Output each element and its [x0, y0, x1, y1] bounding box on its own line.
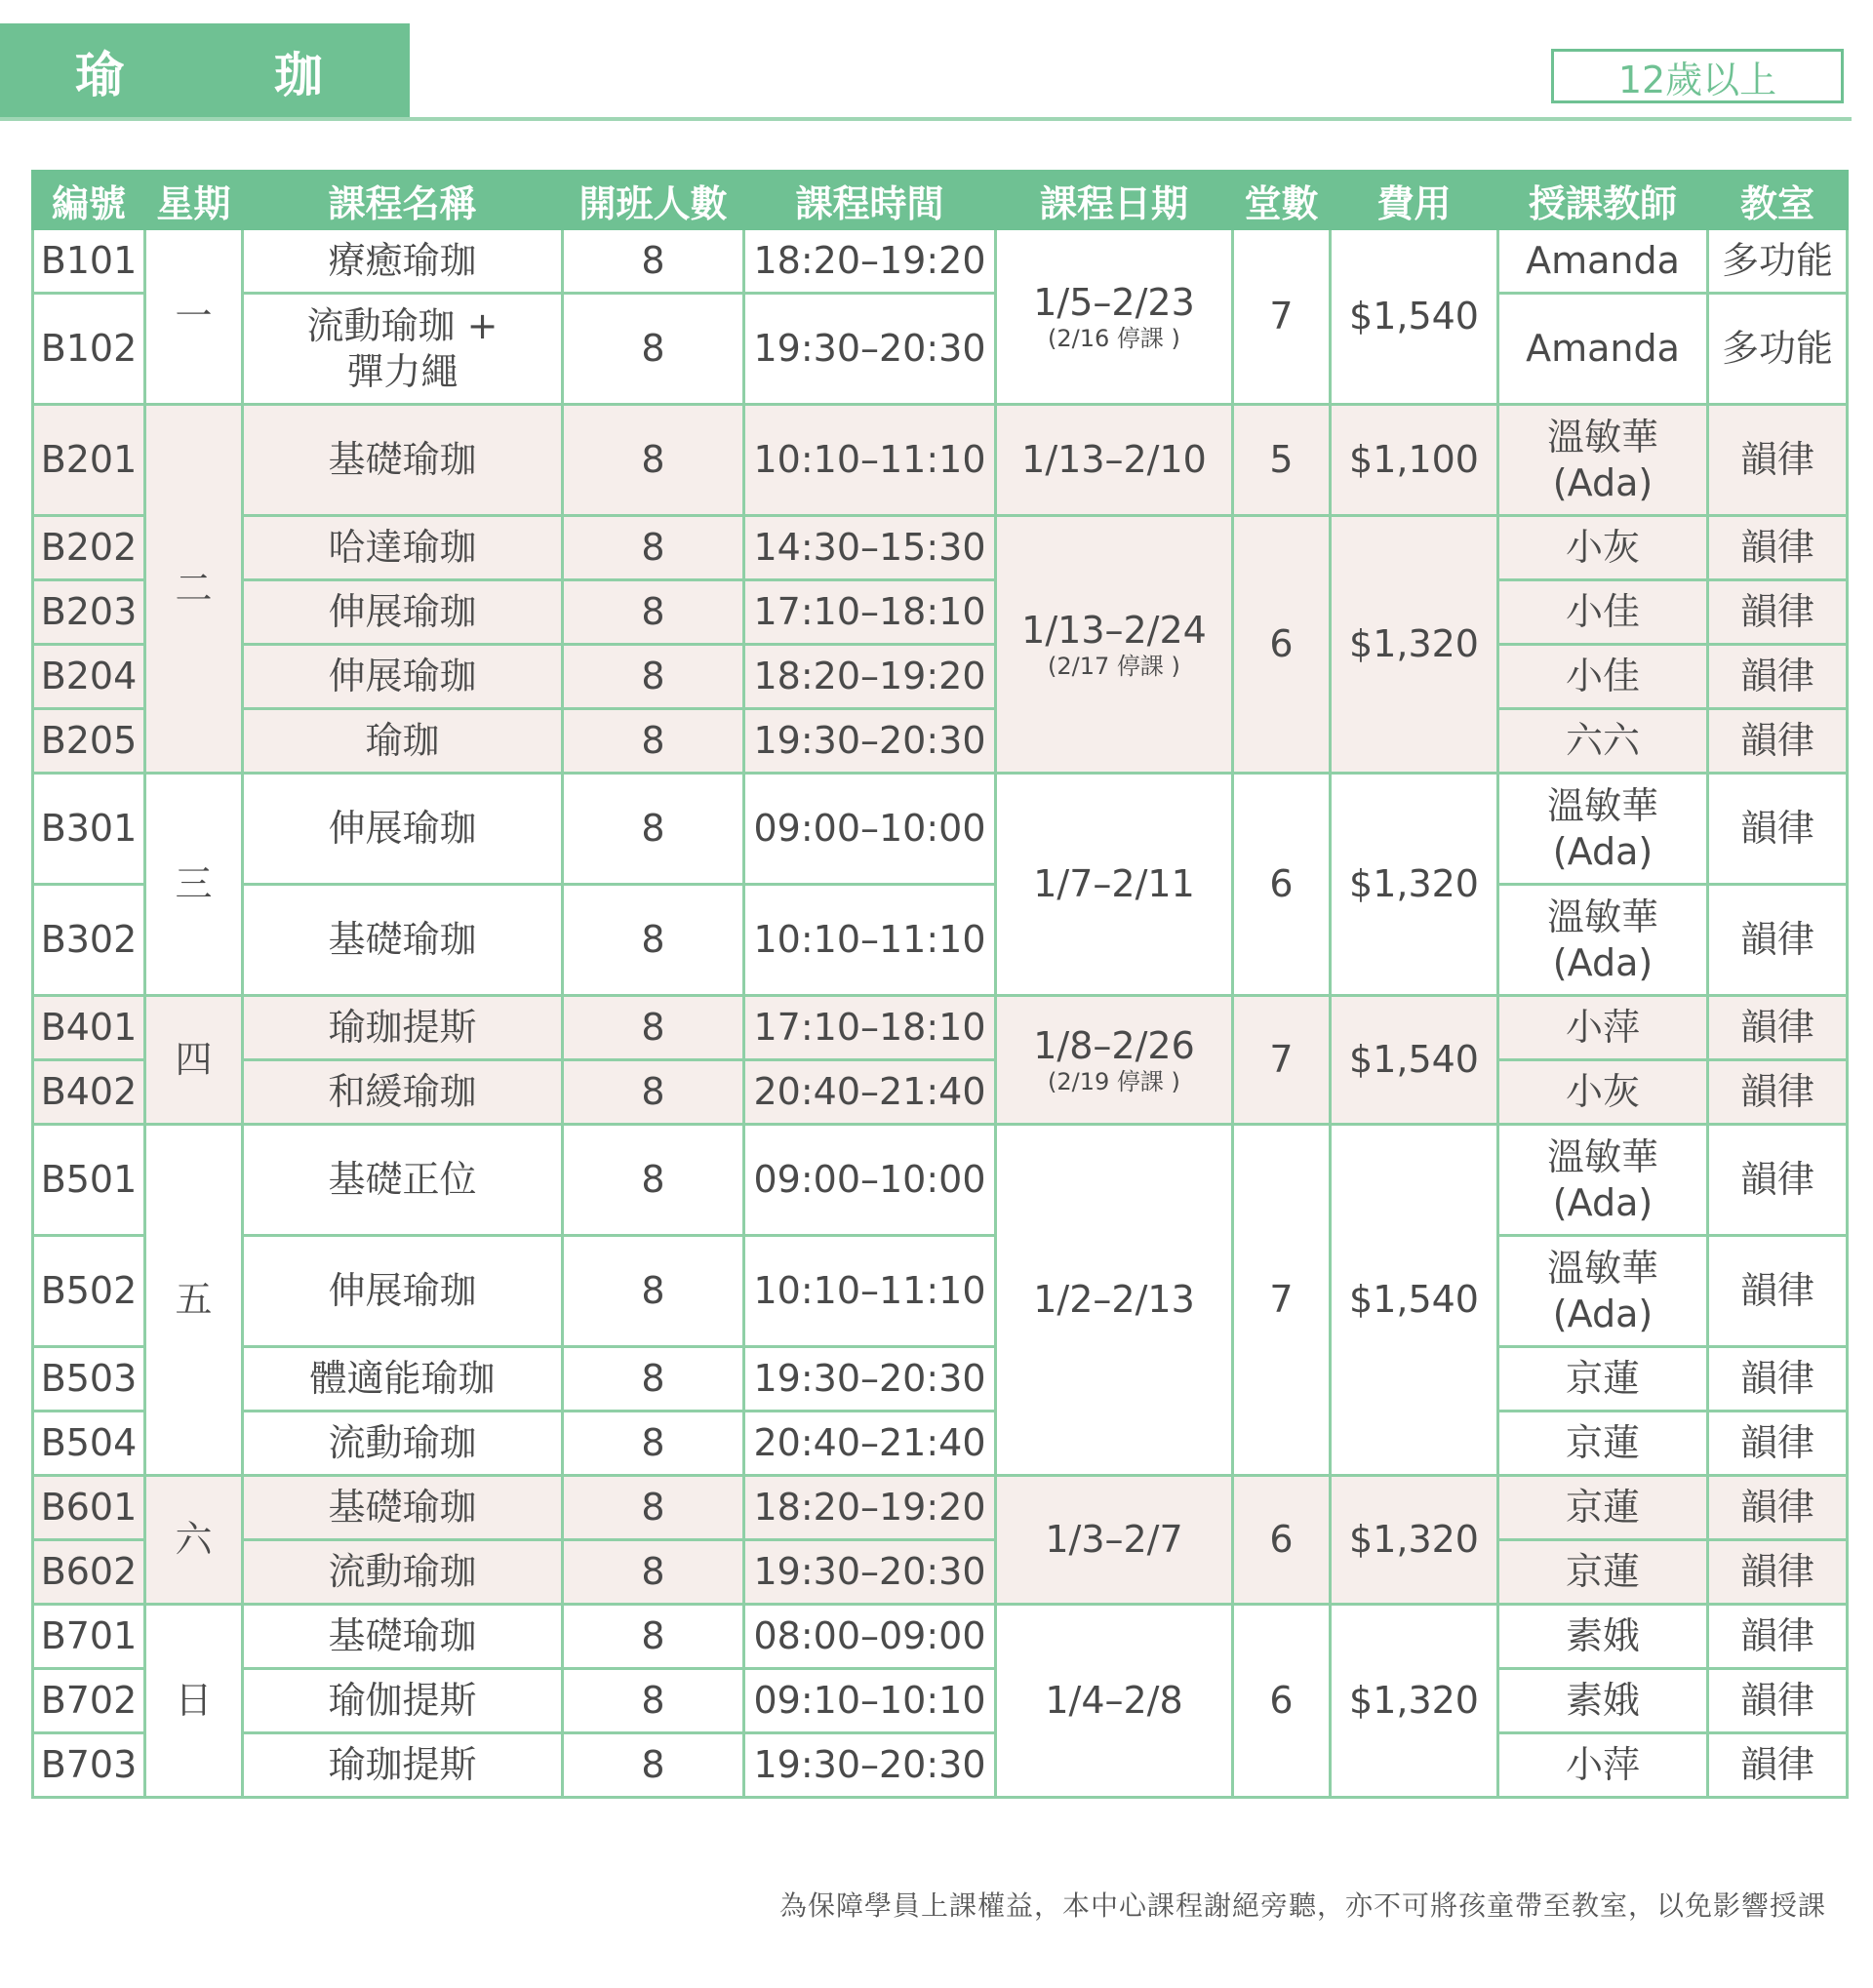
column-header-time: 課程時間	[744, 172, 996, 229]
course-dates: 1/13–2/24	[1021, 608, 1207, 652]
course-dates: 1/7–2/11	[1033, 862, 1195, 906]
table-row	[33, 709, 1848, 774]
session-count: 5	[1233, 405, 1331, 516]
course-dates-cell	[996, 1125, 1233, 1476]
teacher: Amanda	[1498, 294, 1708, 405]
course-time: 09:10–10:10	[744, 1669, 996, 1733]
course-id: B501	[33, 1125, 145, 1236]
course-dates: 1/2–2/13	[1033, 1278, 1195, 1322]
course-time: 10:10–11:10	[744, 1236, 996, 1347]
course-dates: 1/8–2/26	[1033, 1023, 1195, 1067]
course-time: 17:10–18:10	[744, 996, 996, 1060]
course-id: B701	[33, 1605, 145, 1669]
classroom: 韻律	[1708, 1540, 1848, 1605]
course-id: B201	[33, 405, 145, 516]
course-time: 19:30–20:30	[744, 294, 996, 405]
column-header-day: 星期	[145, 172, 243, 229]
course-name: 伸展瑜珈	[243, 774, 563, 885]
weekday: 日	[145, 1605, 243, 1798]
course-time: 19:30–20:30	[744, 1733, 996, 1798]
column-header-sessions: 堂數	[1233, 172, 1331, 229]
column-header-fee: 費用	[1331, 172, 1498, 229]
capacity: 8	[563, 1411, 744, 1476]
course-name: 基礎瑜珈	[243, 885, 563, 996]
capacity: 8	[563, 580, 744, 645]
course-name: 流動瑜珈	[243, 1540, 563, 1605]
classroom: 韻律	[1708, 1411, 1848, 1476]
weekday: 一	[145, 229, 243, 405]
capacity: 8	[563, 1476, 744, 1540]
course-time: 20:40–21:40	[744, 1411, 996, 1476]
table-row	[33, 1476, 1848, 1540]
teacher: 素娥	[1498, 1605, 1708, 1669]
course-name: 瑜伽提斯	[243, 1669, 563, 1733]
teacher: 溫敏華 (Ada)	[1498, 405, 1708, 516]
capacity: 8	[563, 1347, 744, 1411]
session-count: 7	[1233, 996, 1331, 1125]
classroom: 韻律	[1708, 709, 1848, 774]
teacher: 小灰	[1498, 1060, 1708, 1125]
capacity: 8	[563, 885, 744, 996]
course-time: 18:20–19:20	[744, 1476, 996, 1540]
weekday: 二	[145, 405, 243, 774]
yoga-schedule-table	[31, 170, 1849, 1799]
classroom: 韻律	[1708, 1236, 1848, 1347]
teacher: 小佳	[1498, 580, 1708, 645]
capacity: 8	[563, 1733, 744, 1798]
column-header-capacity: 開班人數	[563, 172, 744, 229]
course-name: 伸展瑜珈	[243, 645, 563, 709]
table-row	[33, 1411, 1848, 1476]
course-time: 09:00–10:00	[744, 1125, 996, 1236]
course-name: 基礎瑜珈	[243, 405, 563, 516]
course-id: B502	[33, 1236, 145, 1347]
table-row	[33, 1605, 1848, 1669]
teacher: 京蓮	[1498, 1347, 1708, 1411]
course-name: 基礎瑜珈	[243, 1476, 563, 1540]
session-count: 6	[1233, 1476, 1331, 1605]
course-id: B301	[33, 774, 145, 885]
table-row	[33, 774, 1848, 885]
session-count: 6	[1233, 1605, 1331, 1798]
classroom: 韻律	[1708, 516, 1848, 580]
course-time: 19:30–20:30	[744, 709, 996, 774]
table-row	[33, 516, 1848, 580]
weekday: 三	[145, 774, 243, 996]
course-time: 08:00–09:00	[744, 1605, 996, 1669]
fee: $1,540	[1331, 996, 1498, 1125]
teacher: 小萍	[1498, 1733, 1708, 1798]
classroom: 韻律	[1708, 405, 1848, 516]
course-name: 伸展瑜珈	[243, 580, 563, 645]
capacity: 8	[563, 996, 744, 1060]
table-row	[33, 1669, 1848, 1733]
course-id: B504	[33, 1411, 145, 1476]
classroom: 韻律	[1708, 1669, 1848, 1733]
course-id: B503	[33, 1347, 145, 1411]
table-row	[33, 645, 1848, 709]
table-row	[33, 580, 1848, 645]
course-time: 09:00–10:00	[744, 774, 996, 885]
classroom: 韻律	[1708, 645, 1848, 709]
capacity: 8	[563, 645, 744, 709]
course-name: 體適能瑜珈	[243, 1347, 563, 1411]
course-time: 18:20–19:20	[744, 645, 996, 709]
course-id: B703	[33, 1733, 145, 1798]
weekday: 五	[145, 1125, 243, 1476]
session-count: 6	[1233, 516, 1331, 774]
table-row	[33, 1125, 1848, 1236]
table-row	[33, 294, 1848, 405]
classroom: 韻律	[1708, 1347, 1848, 1411]
capacity: 8	[563, 1236, 744, 1347]
course-name: 伸展瑜珈	[243, 1236, 563, 1347]
course-time: 10:10–11:10	[744, 405, 996, 516]
column-header-course: 課程名稱	[243, 172, 563, 229]
course-dates-cell	[996, 1476, 1233, 1605]
table-body	[33, 229, 1848, 1798]
course-id: B401	[33, 996, 145, 1060]
fee: $1,320	[1331, 1605, 1498, 1798]
course-name: 瑜珈	[243, 709, 563, 774]
weekday: 六	[145, 1476, 243, 1605]
teacher: 京蓮	[1498, 1476, 1708, 1540]
course-dates-cell	[996, 405, 1233, 516]
classroom: 韻律	[1708, 885, 1848, 996]
capacity: 8	[563, 294, 744, 405]
fee: $1,100	[1331, 405, 1498, 516]
teacher: 京蓮	[1498, 1411, 1708, 1476]
classroom: 韻律	[1708, 1733, 1848, 1798]
course-name: 哈達瑜珈	[243, 516, 563, 580]
teacher: 小灰	[1498, 516, 1708, 580]
capacity: 8	[563, 1540, 744, 1605]
capacity: 8	[563, 1669, 744, 1733]
teacher: 素娥	[1498, 1669, 1708, 1733]
column-header-dates: 課程日期	[996, 172, 1233, 229]
course-id: B202	[33, 516, 145, 580]
title-underline	[0, 117, 1852, 121]
classroom: 韻律	[1708, 1060, 1848, 1125]
column-header-room: 教室	[1708, 172, 1848, 229]
course-dates: 1/4–2/8	[1045, 1679, 1183, 1723]
course-id: B101	[33, 229, 145, 294]
fee: $1,320	[1331, 516, 1498, 774]
teacher: 小佳	[1498, 645, 1708, 709]
course-time: 19:30–20:30	[744, 1347, 996, 1411]
course-id: B102	[33, 294, 145, 405]
section-title: 瑜 珈	[0, 23, 410, 119]
teacher: 溫敏華 (Ada)	[1498, 885, 1708, 996]
course-name: 流動瑜珈	[243, 1411, 563, 1476]
course-name: 基礎瑜珈	[243, 1605, 563, 1669]
teacher: Amanda	[1498, 229, 1708, 294]
course-id: B205	[33, 709, 145, 774]
column-header-id: 編號	[33, 172, 145, 229]
course-time: 17:10–18:10	[744, 580, 996, 645]
course-name: 基礎正位	[243, 1125, 563, 1236]
capacity: 8	[563, 709, 744, 774]
capacity: 8	[563, 1605, 744, 1669]
capacity: 8	[563, 516, 744, 580]
fee: $1,540	[1331, 229, 1498, 405]
fee: $1,540	[1331, 1125, 1498, 1476]
table-header	[33, 172, 1848, 229]
table-row	[33, 885, 1848, 996]
footer-note: 為保障學員上課權益，本中心課程謝絕旁聽，亦不可將孩童帶至教室，以免影響授課	[778, 1889, 1826, 1922]
capacity: 8	[563, 1060, 744, 1125]
course-time: 18:20–19:20	[744, 229, 996, 294]
course-id: B402	[33, 1060, 145, 1125]
fee: $1,320	[1331, 774, 1498, 996]
table-row	[33, 1347, 1848, 1411]
course-time: 19:30–20:30	[744, 1540, 996, 1605]
capacity: 8	[563, 229, 744, 294]
course-name: 和緩瑜珈	[243, 1060, 563, 1125]
column-header-teacher: 授課教師	[1498, 172, 1708, 229]
table-row	[33, 1540, 1848, 1605]
classroom: 多功能	[1708, 294, 1848, 405]
table-row	[33, 229, 1848, 294]
capacity: 8	[563, 1125, 744, 1236]
course-id: B204	[33, 645, 145, 709]
suspension-note: (2/16 停課 )	[1048, 325, 1180, 353]
table-row	[33, 1236, 1848, 1347]
table-row	[33, 405, 1848, 516]
course-dates-cell	[996, 516, 1233, 774]
classroom: 韻律	[1708, 580, 1848, 645]
course-name: 瑜珈提斯	[243, 1733, 563, 1798]
suspension-note: (2/19 停課 )	[1048, 1068, 1180, 1096]
course-dates: 1/13–2/10	[1021, 438, 1207, 482]
teacher: 六六	[1498, 709, 1708, 774]
course-id: B602	[33, 1540, 145, 1605]
session-count: 7	[1233, 1125, 1331, 1476]
course-name: 瑜珈提斯	[243, 996, 563, 1060]
classroom: 韻律	[1708, 1125, 1848, 1236]
course-dates: 1/5–2/23	[1033, 280, 1195, 324]
teacher: 溫敏華 (Ada)	[1498, 774, 1708, 885]
course-id: B601	[33, 1476, 145, 1540]
teacher: 京蓮	[1498, 1540, 1708, 1605]
teacher: 小萍	[1498, 996, 1708, 1060]
teacher: 溫敏華 (Ada)	[1498, 1236, 1708, 1347]
course-dates-cell	[996, 996, 1233, 1125]
course-name: 療癒瑜珈	[243, 229, 563, 294]
table-row	[33, 996, 1848, 1060]
weekday: 四	[145, 996, 243, 1125]
table-row	[33, 1733, 1848, 1798]
course-dates-cell	[996, 774, 1233, 996]
classroom: 韻律	[1708, 996, 1848, 1060]
capacity: 8	[563, 405, 744, 516]
classroom: 韻律	[1708, 1476, 1848, 1540]
fee: $1,320	[1331, 1476, 1498, 1605]
course-time: 20:40–21:40	[744, 1060, 996, 1125]
course-id: B302	[33, 885, 145, 996]
session-count: 6	[1233, 774, 1331, 996]
session-count: 7	[1233, 229, 1331, 405]
classroom: 多功能	[1708, 229, 1848, 294]
course-name: 流動瑜珈 + 彈力繩	[243, 294, 563, 405]
classroom: 韻律	[1708, 1605, 1848, 1669]
classroom: 韻律	[1708, 774, 1848, 885]
teacher: 溫敏華 (Ada)	[1498, 1125, 1708, 1236]
course-id: B203	[33, 580, 145, 645]
course-time: 10:10–11:10	[744, 885, 996, 996]
course-dates-cell	[996, 229, 1233, 405]
table-row	[33, 1060, 1848, 1125]
course-dates-cell	[996, 1605, 1233, 1798]
age-badge: 12歲以上	[1551, 49, 1844, 103]
suspension-note: (2/17 停課 )	[1048, 653, 1180, 681]
course-dates: 1/3–2/7	[1045, 1518, 1183, 1562]
course-time: 14:30–15:30	[744, 516, 996, 580]
capacity: 8	[563, 774, 744, 885]
course-id: B702	[33, 1669, 145, 1733]
